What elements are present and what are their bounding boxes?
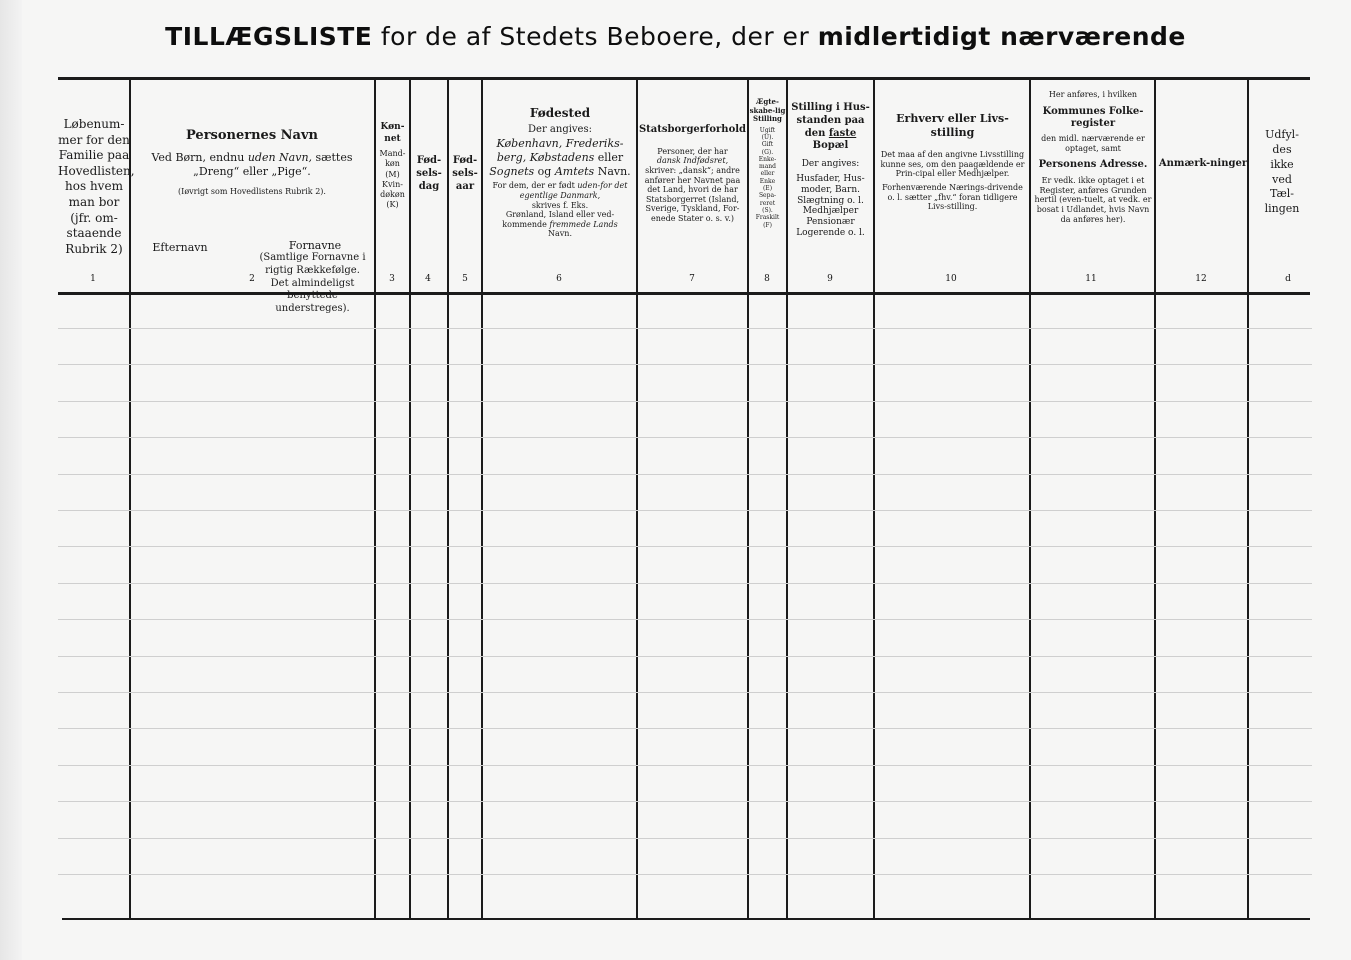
col12-heading: Anmærk-ninger <box>1158 158 1248 169</box>
col8-line: (S). <box>762 207 773 215</box>
col9-line: moder, Barn. <box>800 184 860 195</box>
col1-line: Familie paa <box>58 148 130 163</box>
page-edge-shadow <box>0 0 22 960</box>
cold-line: Udfyl- <box>1265 128 1299 141</box>
table-row-line <box>58 874 1312 875</box>
form-title <box>0 22 1351 51</box>
col8-header <box>749 98 786 229</box>
table-row-line <box>58 546 1312 547</box>
cold-header <box>1252 128 1312 217</box>
col8-line: (E) <box>762 185 773 193</box>
col8-line: (G). <box>761 148 774 156</box>
col9-line: Medhjælper <box>802 206 859 217</box>
col10-heading: Erhverv eller Livs-stilling <box>896 112 1009 140</box>
col1-line: man bor <box>68 194 120 209</box>
col8-line: mand <box>759 163 776 171</box>
col7-heading: Statsborgerforhold <box>638 124 747 135</box>
table-row-line <box>58 474 1312 475</box>
col6-intro: Der angives: <box>528 124 592 136</box>
col4-line: dag <box>418 180 440 192</box>
col-divider <box>1247 80 1249 918</box>
col1-line: (jfr. om- <box>70 210 118 225</box>
col2-text2: „Dreng“ eller „Pige“. <box>193 164 311 178</box>
col9-heading3u: faste <box>828 127 857 139</box>
col8-line: (F) <box>763 221 772 229</box>
col-number: 9 <box>827 274 833 284</box>
col1-line: Hovedlisten, <box>58 163 135 178</box>
table-row-line <box>58 583 1312 584</box>
table-bottom-rule <box>62 918 1310 920</box>
col12-header <box>1158 158 1248 171</box>
title-part2: for de af Stedets Beboere, der er <box>380 22 810 51</box>
col4-header <box>411 155 447 193</box>
col1-line: staaende <box>66 226 122 241</box>
col9-line: Logerende o. l. <box>796 227 865 238</box>
table-row-line <box>58 328 1312 329</box>
col-divider <box>1029 80 1031 918</box>
col6-text5: skrives f. Eks. <box>531 200 589 210</box>
col9-line: Pensionær <box>806 217 855 228</box>
title-part3: midlertidigt nærværende <box>817 22 1186 51</box>
col-number: 10 <box>945 274 957 284</box>
col5-header <box>449 155 481 193</box>
table-row-line <box>58 692 1312 693</box>
col6-italic3b: Amtets <box>554 165 595 179</box>
col9-intro: Der angives: <box>801 159 860 170</box>
col9-header <box>788 102 873 239</box>
col4-line: Fød- <box>416 155 442 166</box>
col5-line: sels- <box>452 167 478 179</box>
col7-italic: dansk Indfødsret, <box>656 156 729 166</box>
table-row-line <box>58 510 1312 511</box>
cold-line: ikke <box>1270 157 1294 171</box>
col-number: 4 <box>425 274 431 284</box>
title-part1: TILLÆGSLISTE <box>165 22 373 51</box>
col-divider <box>481 80 483 918</box>
col11-intro: Her anføres, i hvilken <box>1048 90 1138 99</box>
col10-text1: Det maa af den angivne Livsstilling kunne ses, om den paagældende er Prin-cipal eller Medhjælper. <box>880 150 1025 179</box>
col-number: 12 <box>1195 274 1207 284</box>
col2-note: (Iøvrigt som Hovedlistens Rubrik 2). <box>178 186 326 196</box>
col5-line: aar <box>455 180 475 192</box>
table-row-line <box>58 364 1312 365</box>
col9-heading3: den <box>804 127 826 139</box>
header-top-rule <box>58 77 1310 80</box>
col7-rest: skriver: „dansk“; andre anfører her Navnet paa det Land, hvori de har Statsborgerret (Island, Sverige, Tyskland, For-enede Stater o. s. v.) <box>644 165 741 223</box>
table-row-line <box>58 838 1312 839</box>
col6-italic4: uden-for det egentlige Danmark, <box>519 181 628 200</box>
col8-line: Enke- <box>758 155 777 163</box>
col2-text1: Ved Børn, endnu <box>151 150 245 164</box>
col-number: 8 <box>764 274 770 284</box>
col11-heading: Kommunes Folke-register <box>1042 105 1144 130</box>
col2-header <box>132 128 372 196</box>
table-row-line <box>58 656 1312 657</box>
col6-plain2: eller <box>597 151 624 165</box>
col3-line: køn <box>385 159 400 169</box>
col7-text: Personer, der har <box>657 146 728 156</box>
col5-line: Fød- <box>452 155 478 166</box>
col6-heading: Fødested <box>529 106 591 120</box>
table-row-line <box>58 765 1312 766</box>
col4-line: sels- <box>416 167 442 179</box>
table-row-line <box>58 437 1312 438</box>
col1-line: hos hvem <box>65 179 123 194</box>
col-number: 2 <box>249 274 255 284</box>
col-number: 7 <box>689 274 695 284</box>
col-divider <box>1154 80 1156 918</box>
col6-italic3: Sognets <box>489 165 535 179</box>
col2-text1-italic: uden Navn, <box>247 150 313 164</box>
col1-line: mer for den <box>58 132 130 147</box>
col1-line: Løbenum- <box>63 117 125 131</box>
col-number: 6 <box>556 274 562 284</box>
col-divider <box>447 80 449 918</box>
col3-line: Kvin- <box>382 179 403 189</box>
col10-text2: Forhenværende Nærings-drivende o. l. sætter „fhv.“ foran tidligere Livs-stilling. <box>882 182 1023 212</box>
col3-heading: Køn-net <box>380 122 405 144</box>
col11-text2: Er vedk. ikke optaget i et Register, anføres Grunden hertil (even-tuelt, at vedk. er bosat i Udlandet, hvis Navn da anføres her). <box>1034 176 1152 224</box>
col6-italic6: fremmede Lands <box>549 219 618 229</box>
col10-header <box>880 112 1025 212</box>
col9-line: Slægtning o. l. <box>797 195 864 206</box>
col3-header <box>376 122 409 210</box>
col9-line: Husfader, Hus- <box>796 173 865 184</box>
col6-text7: Navn. <box>548 229 572 239</box>
col-number: 3 <box>389 274 395 284</box>
col7-header <box>638 124 747 224</box>
col8-line: Fraskilt <box>755 214 780 222</box>
col3-line: døkøn <box>380 189 405 199</box>
col9-heading4: Bopæl <box>812 140 849 152</box>
col6-header <box>484 106 636 239</box>
col3-line: (M) <box>385 169 400 179</box>
col8-line: Ugift <box>759 126 776 134</box>
col2-text1-end: sættes <box>315 150 353 164</box>
cold-line: lingen <box>1264 202 1300 216</box>
col6-plain3a: og <box>537 165 552 179</box>
col8-line: eller <box>760 170 775 178</box>
cold-line: des <box>1272 142 1292 156</box>
col11-header <box>1032 90 1154 224</box>
col11-text1: den midl. nærværende er optaget, samt <box>1041 134 1145 153</box>
col2-heading: Personernes Navn <box>186 128 318 143</box>
col8-line: Gift <box>761 141 774 149</box>
col9-heading1: Stilling i Hus- <box>791 102 870 113</box>
col8-line: (U). <box>761 133 774 141</box>
col1-line: Rubrik 2) <box>65 241 123 256</box>
col9-heading2: standen paa <box>796 114 865 126</box>
col8-line: Sepa- <box>758 192 777 200</box>
col2-sub-right: Fornavne <box>288 239 342 252</box>
col6-text6: Grønland, Island eller ved-kommende <box>502 210 615 229</box>
col6-italic2: berg, Købstadens <box>496 151 595 165</box>
col-number: 5 <box>462 274 468 284</box>
table-row-line <box>58 728 1312 729</box>
cold-line: Tæl- <box>1269 187 1295 201</box>
table-row-line <box>58 401 1312 402</box>
col8-line: reret <box>759 199 776 207</box>
col6-italic1: København, Frederiks- <box>496 137 624 151</box>
col8-line: Enke <box>759 177 776 185</box>
col3-line: (K) <box>386 200 399 210</box>
table-row-line <box>58 619 1312 620</box>
col11-heading2: Personens Adresse. <box>1038 159 1148 171</box>
col3-line: Mand- <box>379 149 406 159</box>
col6-plain3b: Navn. <box>597 165 631 179</box>
col-number: d <box>1285 274 1291 284</box>
col-divider <box>873 80 875 918</box>
col2-sub-right-note: (Samtlige Fornavne i rigtig Rækkefølge. Det almindeligst benyttede understreges). <box>259 252 366 315</box>
header-bottom-rule <box>58 292 1310 295</box>
col2-sub-left: Efternavn <box>152 241 208 254</box>
cold-line: ved <box>1272 172 1292 186</box>
col6-text4: For dem, der er født <box>492 181 575 191</box>
col8-heading: Ægte-skabe-lig Stilling <box>749 97 786 124</box>
col1-header <box>58 117 135 257</box>
table-row-line <box>58 801 1312 802</box>
col-divider <box>409 80 411 918</box>
col-number: 11 <box>1085 274 1097 284</box>
col-number: 1 <box>90 274 96 284</box>
